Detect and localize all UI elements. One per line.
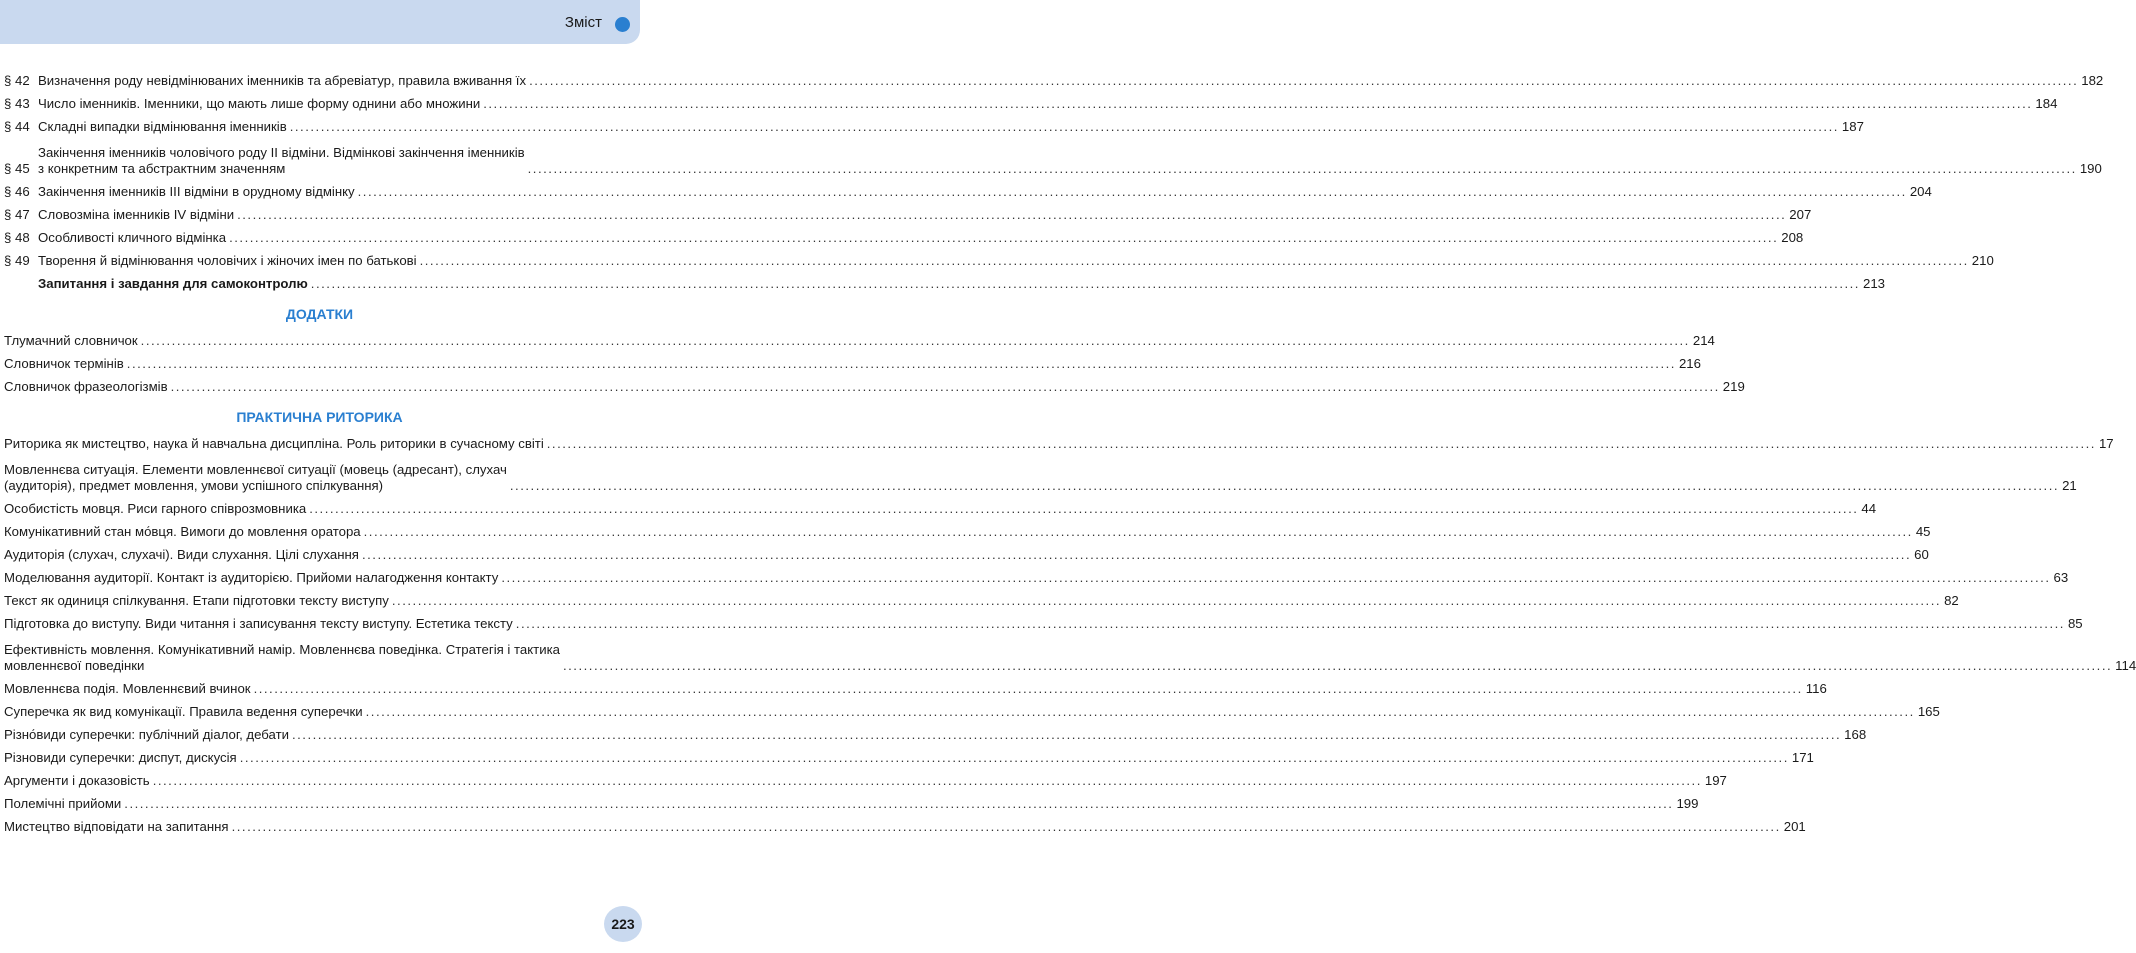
page-ref: 216 — [1678, 356, 1701, 371]
toc-entry-title-line: Словничок фразеологізмів — [4, 379, 168, 394]
section-number: § 47 — [4, 207, 30, 222]
toc-entry-body — [0, 436, 2114, 452]
toc-entry-title — [38, 230, 226, 246]
page-ref: 21 — [2062, 478, 2077, 493]
page-ref: 63 — [2053, 570, 2069, 585]
page-ref: 85 — [2067, 616, 2083, 631]
leader-dots: ............................................................................................................................................................................................................................................................................................................ — [126, 356, 1676, 371]
page-ref: 219 — [1722, 379, 1745, 394]
page-ref: 197 — [1704, 773, 1727, 788]
page-ref: 214 — [1692, 333, 1715, 348]
toc-entry-body — [38, 184, 1932, 200]
page-ref: 17 — [2098, 436, 2114, 451]
page-ref: 199 — [1676, 796, 1699, 811]
toc-entry-body — [0, 681, 1827, 697]
section-number: § 46 — [4, 184, 30, 199]
toc-entry-title-line: Різно́види суперечки: публічний діалог, дебати — [4, 727, 289, 742]
appendix-heading: ДОДАТКИ — [285, 306, 354, 322]
rhetoric-heading: ПРАКТИЧНА РИТОРИКА — [236, 409, 403, 425]
toc-entry-title-line: Ефективність мовлення. Комунікативний намір. Мовленнєва поведінка. Стратегія і тактика — [4, 642, 560, 657]
leader-dots: ............................................................................................................................................................................................................................................................................................................ — [515, 616, 2065, 631]
toc-entry[interactable] — [0, 429, 2114, 452]
toc-entry-title-line: Закінчення іменників чоловічого роду ІІ відміни. Відмінкові закінчення іменників — [38, 145, 525, 160]
toc-entry[interactable] — [0, 372, 1745, 395]
toc-entry-title-line: Моделювання аудиторії. Контакт із аудиторією. Прийоми налагодження контакту — [4, 570, 499, 585]
toc-entry-title-line: Визначення роду невідмінюваних іменників та абревіатур, правила вживання їх — [38, 73, 527, 88]
toc-entry-body — [38, 96, 2058, 112]
toc-entry[interactable] — [0, 586, 1959, 609]
toc-entry[interactable] — [0, 223, 1804, 246]
toc-entry-title-line: Особливості кличного відмінка — [38, 230, 227, 245]
toc-entry-title-line: Особистість мовця. Риси гарного співрозмовника — [4, 501, 307, 516]
toc-entry-title — [4, 704, 363, 720]
toc-entry-title — [4, 501, 306, 517]
toc-entry-title — [4, 547, 359, 563]
toc-entry-title — [38, 145, 525, 177]
toc-entry[interactable] — [0, 452, 2077, 494]
toc-entry-title — [4, 462, 507, 494]
toc-entry-body — [0, 750, 1814, 766]
page-ref: 207 — [1789, 207, 1812, 222]
toc-entry[interactable] — [0, 269, 1885, 292]
leader-dots: ............................................................................................................................................................................................................................................................................................................ — [170, 379, 1720, 394]
toc-entry[interactable] — [0, 540, 1929, 563]
toc-entry-title — [4, 333, 138, 349]
toc-entry[interactable] — [0, 135, 2102, 177]
toc-entry[interactable] — [0, 609, 2083, 632]
toc-entry-title-line: Творення й відмінювання чоловічих і жіночих імен по батькові — [38, 253, 417, 268]
leader-dots: ............................................................................................................................................................................................................................................................................................................ — [253, 681, 1803, 696]
page-ref: 190 — [2079, 161, 2102, 176]
toc-entry-body — [0, 642, 2136, 674]
leader-dots: ............................................................................................................................................................................................................................................................................................................ — [529, 73, 2079, 88]
toc-entry-title — [4, 819, 229, 835]
section-number: § 49 — [4, 253, 30, 268]
leader-dots: ............................................................................................................................................................................................................................................................................................................ — [365, 704, 1915, 719]
toc-entry[interactable] — [0, 177, 1932, 200]
toc-entry-title — [4, 796, 121, 812]
leader-dots: ............................................................................................................................................................................................................................................................................................................ — [483, 96, 2033, 111]
toc-entry-title-line: Мистецтво відповідати на запитання — [4, 819, 229, 834]
appendix-list — [0, 326, 1745, 395]
toc-entry-title-line: Аргументи і доказовість — [4, 773, 150, 788]
leader-dots: ............................................................................................................................................................................................................................................................................................................ — [509, 478, 2060, 493]
toc-entry-title — [4, 356, 124, 372]
section-number: § 45 — [4, 161, 30, 176]
toc-entry-title-line: з конкретним та абстрактним значенням — [38, 161, 286, 176]
leader-dots: ............................................................................................................................................................................................................................................................................................................ — [239, 750, 1789, 765]
toc-entry[interactable] — [0, 766, 1727, 789]
toc-entry-title — [4, 593, 389, 609]
toc-entry[interactable] — [0, 517, 1931, 540]
leader-dots: ............................................................................................................................................................................................................................................................................................................ — [501, 570, 2051, 585]
toc-entry-body — [0, 796, 1699, 812]
toc-entry-title-line: Запитання і завдання для самоконтролю — [38, 276, 308, 291]
toc-entry-body — [0, 356, 1701, 372]
toc-entry-title — [38, 276, 308, 292]
toc-entry-title — [4, 642, 560, 674]
toc-entry-title — [4, 436, 544, 452]
page-ref: 44 — [1861, 501, 1877, 516]
leader-dots: ............................................................................................................................................................................................................................................................................................................ — [152, 773, 1702, 788]
toc-entry-title — [4, 570, 498, 586]
toc-entry-body — [38, 207, 1812, 223]
toc-entry-body — [0, 570, 2069, 586]
section-number: § 43 — [4, 96, 30, 111]
toc-entry[interactable] — [0, 697, 1940, 720]
toc-entry-title-line: Число іменників. Іменники, що мають лише форму однини або множини — [38, 96, 481, 111]
toc-entry-title-line: Комунікативний стан мо́вця. Вимоги до мовлення оратора — [4, 524, 361, 539]
toc-entry-title — [38, 119, 287, 135]
toc-entry-title-line: Закінчення іменників ІІІ відміни в орудному відмінку — [38, 184, 355, 199]
page-ref: 171 — [1791, 750, 1814, 765]
toc-entry-title-line: Суперечка як вид комунікації. Правила ведення суперечки — [4, 704, 363, 719]
leader-dots: ............................................................................................................................................................................................................................................................................................................ — [289, 119, 1839, 134]
toc-entry-title — [38, 253, 417, 269]
leader-dots: ............................................................................................................................................................................................................................................................................................................ — [363, 524, 1913, 539]
toc-entry-title-line: мовленнєвої поведінки — [4, 658, 145, 673]
leader-dots: ............................................................................................................................................................................................................................................................................................................ — [391, 593, 1942, 608]
toc-entry[interactable] — [0, 66, 2104, 89]
toc-entry[interactable] — [0, 326, 1715, 349]
toc-entry-body — [38, 119, 1864, 135]
toc-entry[interactable] — [0, 246, 1994, 269]
toc-entry-title — [4, 524, 361, 540]
toc-entry-body — [38, 253, 1994, 269]
page-ref: 182 — [2081, 73, 2104, 88]
toc-entry-body — [38, 145, 2102, 177]
toc-entry-title — [38, 207, 234, 223]
table-of-contents — [0, 66, 2136, 835]
toc-entry-title-line: Різновиди суперечки: диспут, дискусія — [4, 750, 237, 765]
toc-entry[interactable] — [0, 674, 1827, 697]
toc-entry-body — [38, 230, 1804, 246]
toc-entry[interactable] — [0, 789, 1699, 812]
leader-dots: ............................................................................................................................................................................................................................................................................................................ — [237, 207, 1787, 222]
toc-entry-body — [0, 727, 1867, 743]
toc-entry-title-line: Підготовка до виступу. Види читання і записування тексту виступу. Естетика тексту — [4, 616, 513, 631]
toc-entry-title — [4, 773, 150, 789]
page-ref: 187 — [1841, 119, 1864, 134]
toc-entry-body — [0, 773, 1727, 789]
page-ref: 201 — [1783, 819, 1806, 834]
toc-entry-title — [38, 96, 480, 112]
toc-entry-title — [38, 73, 526, 89]
main-toc-list — [0, 66, 2104, 292]
toc-entry[interactable] — [0, 743, 1814, 766]
page-ref: 208 — [1781, 230, 1804, 245]
leader-dots: ............................................................................................................................................................................................................................................................................................................ — [309, 501, 1859, 516]
leader-dots: ............................................................................................................................................................................................................................................................................................................ — [527, 161, 2077, 176]
toc-entry[interactable] — [0, 494, 1877, 517]
leader-dots: ............................................................................................................................................................................................................................................................................................................ — [229, 230, 1779, 245]
leader-dots: ............................................................................................................................................................................................................................................................................................................ — [140, 333, 1690, 348]
toc-entry[interactable] — [0, 632, 2136, 674]
leader-dots: ............................................................................................................................................................................................................................................................................................................ — [357, 184, 1907, 199]
header-dot-icon — [615, 17, 630, 32]
leader-dots: ............................................................................................................................................................................................................................................................................................................ — [546, 436, 2096, 451]
toc-entry-title-line: Текст як одиниця спілкування. Етапи підготовки тексту виступу — [4, 593, 389, 608]
page-ref: 210 — [1971, 253, 1994, 268]
leader-dots: ............................................................................................................................................................................................................................................................................................................ — [291, 727, 1842, 742]
toc-entry[interactable] — [0, 200, 1812, 223]
toc-entry-body — [0, 819, 1806, 835]
toc-entry-body — [0, 501, 1877, 517]
toc-entry-title-line: Риторика як мистецтво, наука й навчальна дисципліна. Роль риторики в сучасному світі — [4, 436, 544, 451]
toc-entry-body — [0, 616, 2083, 632]
leader-dots: ............................................................................................................................................................................................................................................................................................................ — [419, 253, 1969, 268]
page-ref: 45 — [1915, 524, 1931, 539]
header-title: Зміст — [564, 14, 602, 31]
toc-entry-title-line: Аудиторія (слухач, слухачі). Види слухання. Цілі слухання — [4, 547, 359, 562]
leader-dots: ............................................................................................................................................................................................................................................................................................................ — [562, 658, 2113, 673]
page-ref: 184 — [2035, 96, 2058, 111]
toc-entry-body — [0, 333, 1715, 349]
toc-entry[interactable] — [0, 720, 1867, 743]
page-ref: 204 — [1909, 184, 1932, 199]
page-ref: 60 — [1914, 547, 1929, 562]
toc-entry-title-line: Полемічні прийоми — [4, 796, 122, 811]
page-ref: 114 — [2115, 658, 2136, 673]
toc-entry[interactable] — [0, 812, 1806, 835]
toc-entry-title — [4, 616, 513, 632]
page-ref: 165 — [1917, 704, 1940, 719]
toc-entry-body — [0, 547, 1929, 563]
page-ref: 82 — [1944, 593, 1959, 608]
toc-entry[interactable] — [0, 112, 1864, 135]
page-ref: 116 — [1805, 681, 1827, 696]
toc-entry-title — [4, 750, 237, 766]
rhetoric-list — [0, 429, 2136, 835]
toc-entry-body — [0, 379, 1745, 395]
leader-dots: ............................................................................................................................................................................................................................................................................................................ — [124, 796, 1674, 811]
toc-entry[interactable] — [0, 89, 2058, 112]
toc-entry[interactable] — [0, 563, 2069, 586]
leader-dots: ............................................................................................................................................................................................................................................................................................................ — [361, 547, 1912, 562]
toc-entry-title-line: Мовленнєва подія. Мовленнєвий вчинок — [4, 681, 251, 696]
toc-entry-title-line: Складні випадки відмінювання іменників — [38, 119, 287, 134]
toc-entry-body — [0, 704, 1940, 720]
section-number: § 48 — [4, 230, 30, 245]
toc-entry-body — [0, 593, 1959, 609]
toc-entry-title-line: Тлумачний словничок — [4, 333, 138, 348]
leader-dots: ............................................................................................................................................................................................................................................................................................................ — [231, 819, 1781, 834]
toc-entry-title-line: Словозміна іменників IV відміни — [38, 207, 235, 222]
page-header — [0, 0, 640, 44]
toc-entry-title-line: Словничок термінів — [4, 356, 124, 371]
toc-entry-title-line: Мовленнєва ситуація. Елементи мовленнєвої ситуації (мовець (адресант), слухач — [4, 462, 507, 477]
toc-entry-title — [4, 681, 251, 697]
page-ref: 213 — [1862, 276, 1885, 291]
toc-entry-body — [38, 73, 2104, 89]
section-number: § 42 — [4, 73, 30, 88]
leader-dots: ............................................................................................................................................................................................................................................................................................................ — [310, 276, 1860, 291]
toc-entry-title-line: (аудиторія), предмет мовлення, умови успішного спілкування) — [4, 478, 384, 493]
toc-entry-title — [38, 184, 355, 200]
page-number: 223 — [604, 906, 642, 942]
page-ref: 168 — [1844, 727, 1867, 742]
toc-entry-body — [0, 462, 2077, 494]
toc-entry-body — [38, 276, 1885, 292]
toc-entry-body — [0, 524, 1931, 540]
section-number: § 44 — [4, 119, 30, 134]
toc-entry[interactable] — [0, 349, 1701, 372]
toc-entry-title — [4, 727, 289, 743]
toc-entry-title — [4, 379, 168, 395]
